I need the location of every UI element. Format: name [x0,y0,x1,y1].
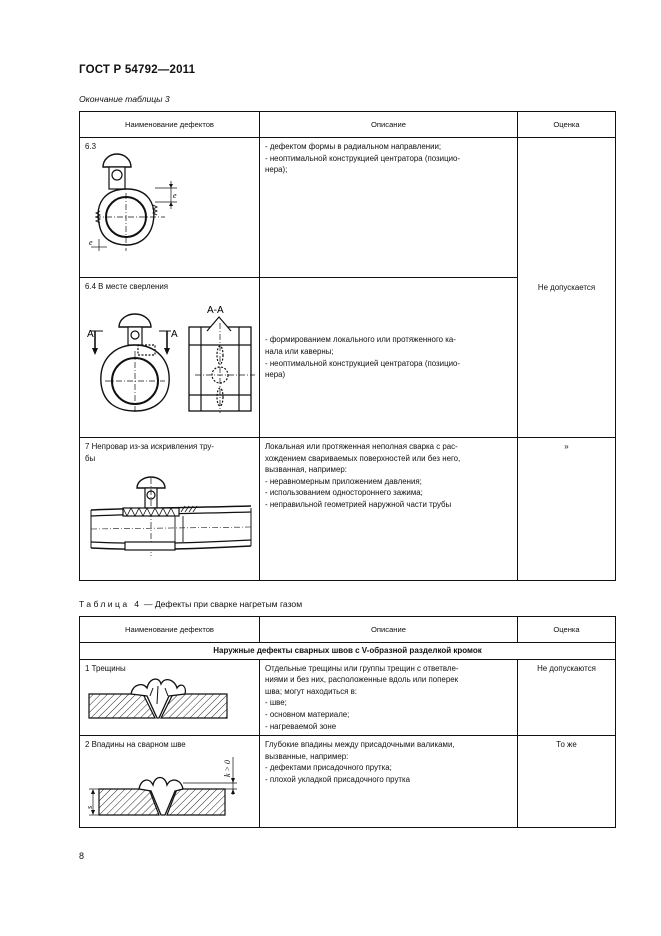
section-label-a-a: А-А [207,304,224,316]
table3-caption: Окончание таблицы 3 [79,94,170,104]
section-mark-a-left: А [87,328,94,340]
table4-header-name: Наименование дефектов [80,617,260,643]
rating-value: » [564,442,569,451]
row-6-3-name-cell [80,138,260,278]
row-craters-name-cell [80,736,260,828]
pipe-bend-lack-of-fusion-figure [85,464,257,560]
page-number: 8 [79,851,85,861]
row-cracks-name-cell [80,659,260,736]
table3-header-description: Описание [260,112,518,138]
row-7-rating-cell [518,438,616,581]
row-cracks-rating-cell [518,659,616,736]
defect-name: 1 Трещины [85,663,126,673]
table4-caption-title: — Дефекты при сварке нагретым газом [141,599,303,609]
row-cracks-description: Отдельные трещины или группы трещин с ответвле- ниями и без них, расположенные вдоль или поперек шва; могут находиться в: - шве; - основном материале; - нагреваемой зоне [260,659,518,736]
rating-value: Не допускается [537,282,596,292]
rating-value: То же [556,740,577,750]
rating-value: Не допускаются [537,663,596,673]
figure-label-e: e [89,237,93,247]
figure-label-e: e [173,190,177,200]
weld-cracks-figure [85,674,235,724]
table3-header-rating: Оценка [518,112,616,138]
table3-header-name: Наименование дефектов [80,112,260,138]
table4 [79,616,616,828]
drilling-location-defect-figure [85,293,257,413]
figure-label-k: k > 0 [223,759,232,777]
defect-name: 6.4 В месте сверления [85,282,169,291]
defect-name: 2 Впадины на сварном шве [85,740,186,750]
table4-caption [79,599,302,609]
figure-label-s: s [85,805,94,809]
defect-name: 7 Непровар из-за искривления тру- бы [85,442,214,463]
row-6-3-description: - дефектом формы в радиальном направлении; - неоптимальной конструкцией центратора (позицио- нера); [260,138,518,278]
row-6-4-description: - формированием локального или протяженного ка- нала или каверны; - неоптимальной конструкцией центратора (позицио- нера) [260,278,518,438]
table-row [80,736,616,828]
section-mark-a-right: А [171,328,178,340]
row-craters-description: Глубокие впадины между присадочными валиками, вызванные, например: - дефектами присадочного прутка; - плохой укладкой присадочного прутка [260,736,518,828]
table4-header-description: Описание [260,617,518,643]
table4-caption-label: Таблица 4 [79,599,142,609]
radial-shape-defect-figure [85,153,195,253]
table-row [80,438,616,581]
document-title: ГОСТ Р 54792—2011 [79,64,196,76]
table4-section-title: Наружные дефекты сварных швов с V-образной разделкой кромок [80,643,616,660]
table4-header-rating: Оценка [518,617,616,643]
defect-name: 6.3 [85,142,96,151]
row-6-rating-cell [518,138,616,438]
table-row [80,138,616,278]
row-6-4-name-cell [80,278,260,438]
table3 [79,111,616,581]
row-craters-rating-cell [518,736,616,828]
row-7-name-cell [80,438,260,581]
weld-craters-figure [85,751,245,821]
row-7-description: Локальная или протяженная неполная сварка с рас- хождением свариваемых поверхностей или без него, вызванная, например: - неравномерным приложением давления; - использованием одностороннего зажима; - неправильной геометрией наружной части трубы [260,438,518,581]
table-row [80,659,616,736]
